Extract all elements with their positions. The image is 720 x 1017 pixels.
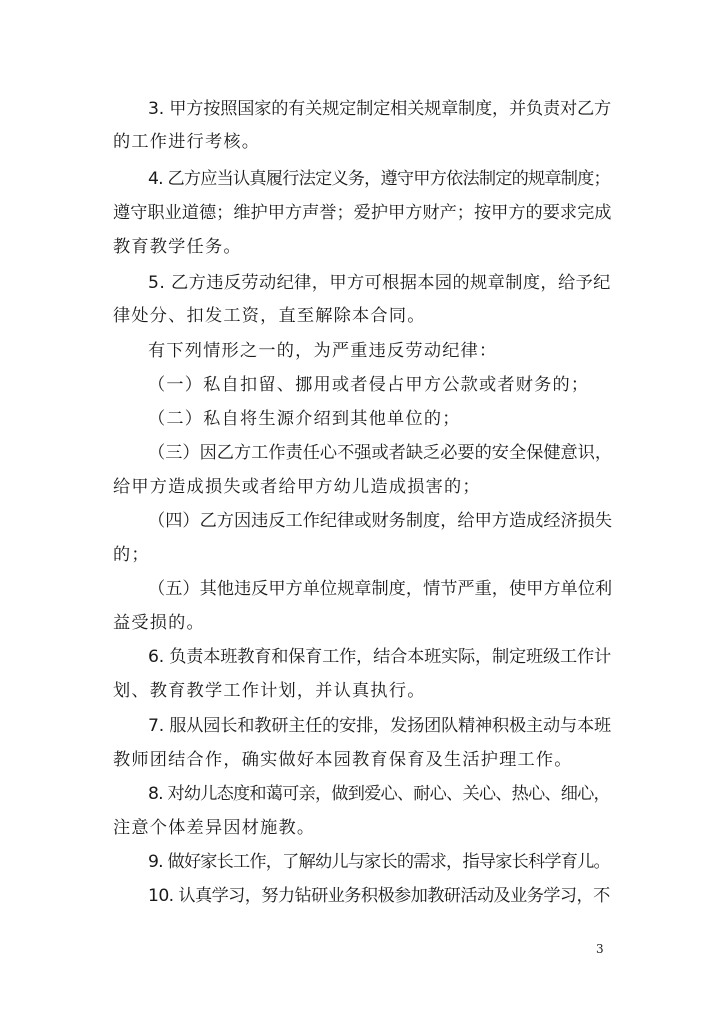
- paragraph-5-line-1: 5. 乙方违反劳动纪律，甲方可根据本园的规章制度，给予纪: [148, 273, 611, 293]
- paragraph-7-line-2: 教师团结合作，确实做好本园教育保育及生活护理工作。: [113, 750, 573, 770]
- violations-intro: 有下列情形之一的，为严重违反劳动纪律：: [148, 341, 498, 361]
- paragraph-4-line-1: 4. 乙方应当认真履行法定义务，遵守甲方依法制定的规章制度；: [148, 169, 610, 189]
- paragraph-4-line-3: 教育教学任务。: [113, 237, 242, 257]
- paragraph-3-line-2: 的工作进行考核。: [113, 132, 261, 152]
- clause-5-line-2: 益受损的。: [113, 613, 205, 633]
- clause-4-line-2: 的；: [113, 545, 150, 565]
- paragraph-10-line-1: 10. 认真学习，努力钻研业务积极参加教研活动及业务学习，不: [148, 886, 610, 906]
- paragraph-8-line-1: 8. 对幼儿态度和蔼可亲，做到爱心、耐心、关心、热心、细心，: [148, 784, 610, 804]
- paragraph-4-line-2: 遵守职业道德；维护甲方声誉；爱护甲方财产；按甲方的要求完成: [113, 203, 612, 223]
- clause-1: （一）私自扣留、挪用或者侵占甲方公款或者财务的；: [148, 375, 590, 395]
- clause-3-line-2: 给甲方造成损失或者给甲方幼儿造成损害的；: [113, 477, 481, 497]
- paragraph-5-line-2: 律处分、扣发工资，直至解除本合同。: [113, 306, 426, 326]
- clause-4-line-1: （四）乙方因违反工作纪律或财务制度，给甲方造成经济损失: [148, 511, 613, 531]
- page-number: 3: [596, 942, 604, 956]
- paragraph-8-line-2: 注意个体差异因材施教。: [113, 818, 316, 838]
- clause-2: （二）私自将生源介绍到其他单位的；: [148, 409, 461, 429]
- paragraph-6-line-1: 6. 负责本班教育和保育工作，结合本班实际，制定班级工作计: [148, 647, 611, 667]
- paragraph-7-line-1: 7. 服从园长和教研主任的安排，发扬团队精神积极主动与本班: [148, 716, 611, 736]
- paragraph-9-line-1: 9. 做好家长工作，了解幼儿与家长的需求，指导家长科学育儿。: [148, 852, 610, 872]
- paragraph-6-line-2: 划、教育教学工作计划，并认真执行。: [113, 681, 426, 701]
- clause-5-line-1: （五）其他违反甲方单位规章制度，情节严重，使甲方单位利: [148, 579, 613, 599]
- clause-3-line-1: （三）因乙方工作责任心不强或者缺乏必要的安全保健意识，: [148, 443, 613, 463]
- paragraph-3-line-1: 3. 甲方按照国家的有关规定制定相关规章制度，并负责对乙方: [148, 99, 611, 119]
